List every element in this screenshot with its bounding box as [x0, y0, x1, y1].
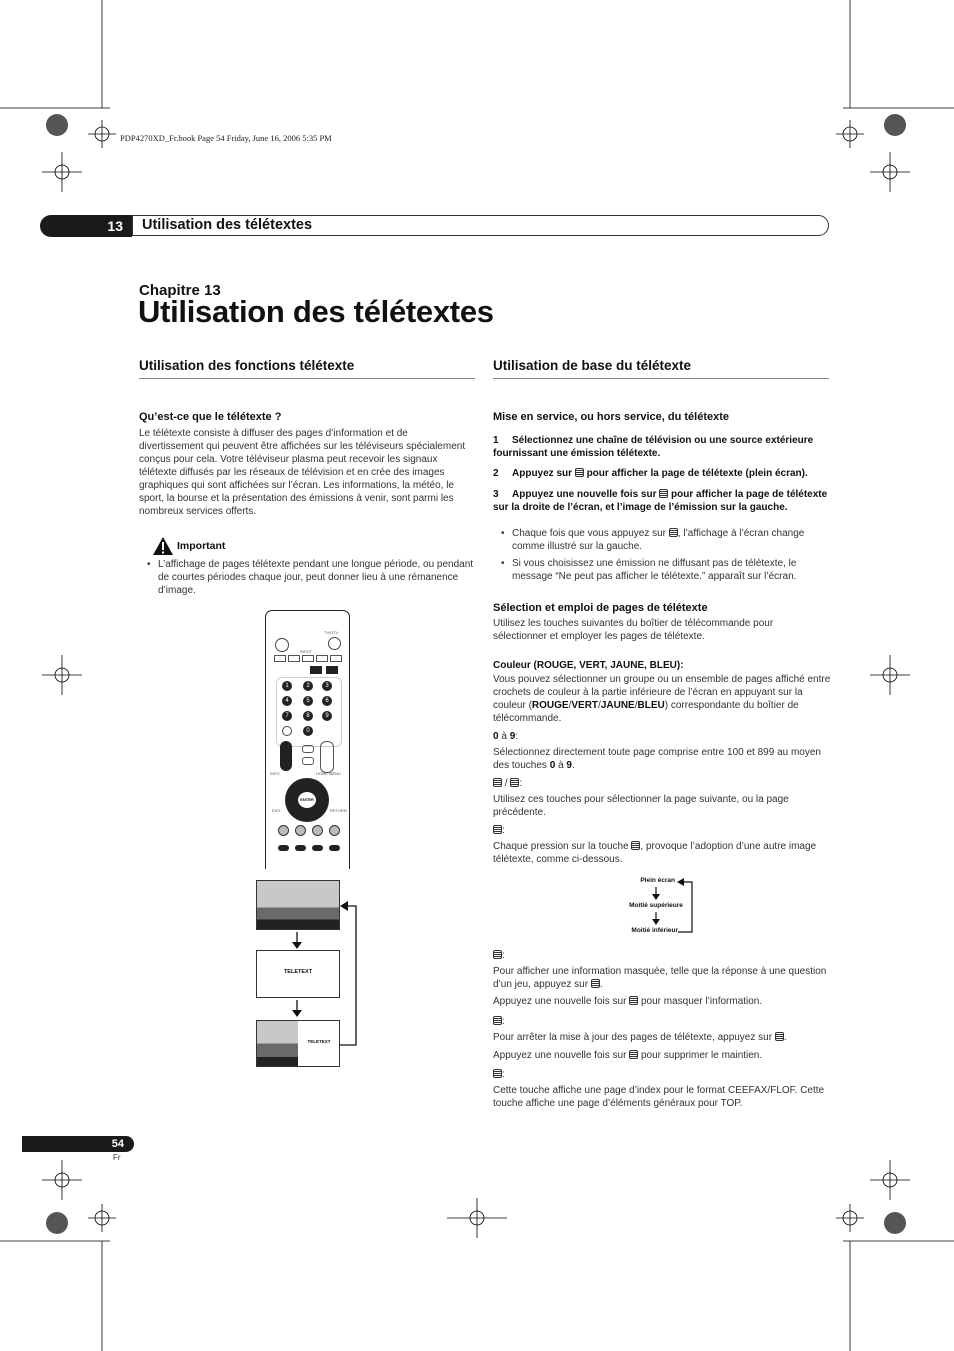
channel-rocker[interactable] — [320, 741, 334, 773]
cycle-return-arrow — [338, 900, 360, 1050]
arrow-down-icon — [290, 1000, 304, 1018]
red-button[interactable] — [278, 825, 289, 836]
reveal-again — [493, 995, 833, 1008]
digits-body-e: . — [571, 760, 575, 771]
hold-button[interactable] — [312, 845, 323, 851]
digits-body-a: Sélectionnez directement toute page comprise entre 100 et 899 au moyen des touches — [493, 747, 821, 771]
digits-a: à — [501, 731, 507, 742]
key-6[interactable]: 6 — [322, 696, 332, 706]
blue-button[interactable] — [329, 825, 340, 836]
reveal-icon — [493, 950, 502, 959]
teletext-small-label: TELETEXT — [307, 1039, 331, 1044]
step-2-text-b: pour afficher la page de télétexte (plein écran). — [586, 468, 808, 479]
power-button[interactable] — [275, 638, 289, 652]
color-body: Vous pouvez sélectionner un groupe ou un ensemble de pages affiché entre crochets de couleur à la partie inférieure de l’écran en appuyant sur la couleur (ROUGE/VERT/JAUNE/BLEU) correspondante du boîtier de télécommande. — [493, 674, 831, 724]
left-section-rule — [139, 378, 475, 379]
hold-body-text: Pour arrêter la mise à jour des pages de télétexte, appuyez sur — [493, 1032, 773, 1043]
reveal-button[interactable] — [295, 845, 306, 851]
teletext-icon — [575, 468, 584, 477]
tv-dtv-button[interactable] — [328, 637, 341, 650]
index-icon — [493, 1069, 502, 1078]
keypad — [276, 677, 342, 747]
onoff-title: Mise en service, ou hors service, du télétexte — [493, 411, 729, 423]
step-2-text — [493, 467, 833, 480]
hold-again-b: pour supprimer le maintien. — [640, 1050, 763, 1061]
select-title: Sélection et emploi de pages de télétexte — [493, 602, 708, 614]
size-icon — [493, 825, 502, 834]
key-7[interactable]: 7 — [282, 711, 292, 721]
key-5[interactable]: 5 — [303, 696, 313, 706]
size-button[interactable] — [326, 666, 338, 674]
reveal-body-text: Pour afficher une information masquée, telle que la réponse à une question d’un jeu, appuyez sur — [493, 966, 827, 990]
color-buttons — [278, 825, 340, 835]
digits-body — [493, 746, 829, 772]
color-title: Couleur (ROUGE, VERT, JAUNE, BLEU): — [493, 660, 684, 671]
size-upper: Moitié supérieure — [629, 902, 683, 909]
reveal-heading: : — [493, 949, 505, 962]
teletext-button[interactable] — [310, 666, 322, 674]
key-9[interactable]: 9 — [322, 711, 332, 721]
mute-button[interactable] — [302, 745, 314, 753]
select-body: Utilisez les touches suivantes du boîtier de télécommande pour sélectionner et employer les pages de télétexte. — [493, 618, 774, 642]
tv-dtv-label: TV/DTV — [324, 630, 339, 635]
hold-icon — [775, 1032, 784, 1041]
arrow-down-icon — [290, 932, 304, 950]
digits-9: 9 — [509, 731, 516, 742]
hold-body: Pour arrêter la mise à jour des pages de télétexte, appuyez sur . — [493, 1032, 787, 1043]
teletext-split-screen — [256, 1020, 340, 1067]
step-3-text-a: Appuyez une nouvelle fois sur — [512, 489, 657, 500]
warning-icon — [152, 536, 174, 556]
color-body-b: ) correspondante du boîtier de télécommande. — [493, 700, 799, 724]
nav-body: Utilisez ces touches pour sélectionner la page suivante, ou la page précédente. — [493, 794, 789, 818]
right-section-title: Utilisation de base du télétexte — [493, 358, 692, 373]
color-body-a: Vous pouvez sélectionner un groupe ou un ensemble de pages affiché entre crochets de couleur à la partie inférieure de l’écran en appuyant sur la couleur ( — [493, 674, 831, 711]
index-heading: : — [493, 1068, 505, 1081]
teletext-full-screen — [256, 950, 340, 998]
book-info: PDP4270XD_Fr.book Page 54 Friday, June 16, 2006 5:35 PM — [120, 133, 332, 143]
bullet-1 — [512, 527, 829, 553]
digits-0: 0 — [493, 731, 499, 742]
key-extra[interactable] — [282, 726, 292, 736]
size-body-b: , provoque l’adoption d’une autre image télétexte, comme ci-dessous. — [493, 841, 817, 865]
volume-rocker[interactable] — [280, 741, 292, 771]
step-3-text-b: pour afficher la page de télétexte sur la droite de l’écran, et l’image de l’émission sur la gauche. — [493, 489, 828, 513]
page-down-icon — [510, 778, 519, 787]
size-lower: Moitié inférieur — [631, 927, 678, 934]
reveal-again-a: Appuyez une nouvelle fois sur — [493, 996, 627, 1007]
header-title: Utilisation des télétextes — [142, 217, 313, 233]
step-1-number: 1 — [493, 435, 499, 446]
arrow-down-icon — [651, 887, 661, 901]
color-jaune: JAUNE — [600, 700, 635, 711]
chapter-number-tab: 13 — [40, 215, 132, 237]
display-button[interactable] — [302, 757, 314, 765]
important-bullet: • L’affichage de pages télétexte pendant une longue période, ou pendant de courtes périodes chaque jour, peut donner lieu à une rémanence d’image. — [158, 558, 475, 597]
size-cycle-return-arrow — [676, 878, 696, 936]
teletext-icon — [659, 489, 668, 498]
yellow-button[interactable] — [312, 825, 323, 836]
digits-body-b: 0 — [549, 760, 556, 771]
tv-picture-screen — [256, 880, 340, 930]
chapter-title: Utilisation des télétextes — [138, 294, 494, 329]
digits-body-d: 9 — [566, 760, 572, 771]
color-bleu: BLEU — [637, 700, 665, 711]
reveal-body: Pour afficher une information masquée, telle que la réponse à une question d’un jeu, appuyez sur . — [493, 966, 827, 990]
size-heading: : — [493, 824, 505, 837]
hold-icon — [493, 1016, 502, 1025]
step-3-number: 3 — [493, 489, 499, 500]
size-body-a: Chaque pression sur la touche — [493, 841, 629, 852]
reveal-icon — [591, 979, 600, 988]
color-rouge: ROUGE — [531, 700, 569, 711]
reveal-again-b: pour masquer l’information. — [640, 996, 763, 1007]
key-2[interactable]: 2 — [303, 681, 313, 691]
page-up-icon — [493, 778, 502, 787]
what-is-teletext-body: Le télétexte consiste à diffuser des pages d’information et de divertissement qui peuvent être affichées sur les téléviseurs spécialement conçus pour cela. Votre téléviseur plasma peut recevoir les signaux télétexte diffusés par les réseaux de télévision et en crée des images graphiques qui sont affichées sur l’écran. Les informations, la météo, le sport, la bourse et la présentation des émissions à venir, sont parmi les nombreux services offerts. — [139, 428, 466, 517]
step-3-text — [493, 488, 829, 514]
hold-again-a: Appuyez une nouvelle fois sur — [493, 1050, 627, 1061]
arrow-down-icon — [651, 912, 661, 926]
key-0[interactable]: 0 — [303, 726, 313, 736]
digits-heading: 0 à 9: — [493, 731, 519, 742]
exit-label: EXIT — [272, 808, 281, 813]
step-1-text: Sélectionnez une chaîne de télévision ou une source extérieure fournissant une émission télétexte. — [493, 435, 814, 459]
index-body: Cette touche affiche une page d’index pour le format CEEFAX/FLOF. Cette touche affiche une page d’éléments généraux pour TOP. — [493, 1085, 825, 1109]
chapter-label: Chapitre 13 — [139, 282, 221, 299]
hold-icon — [629, 1050, 638, 1059]
input-buttons — [274, 655, 340, 661]
teletext-icon — [669, 528, 678, 537]
hold-heading: : — [493, 1015, 505, 1028]
remote-control — [265, 610, 350, 869]
key-4[interactable]: 4 — [282, 696, 292, 706]
key-1[interactable]: 1 — [282, 681, 292, 691]
key-8[interactable]: 8 — [303, 711, 313, 721]
teletext-function-buttons — [278, 845, 340, 853]
language-code: Fr — [113, 1153, 121, 1162]
subpage-button[interactable] — [329, 845, 340, 851]
color-vert: VERT — [571, 700, 599, 711]
dpad[interactable] — [285, 778, 329, 822]
nav-heading: / : — [493, 777, 522, 790]
size-body — [493, 840, 829, 866]
page-number: 54 — [22, 1136, 134, 1152]
return-label: RETURN — [330, 808, 347, 813]
step-2-text-a: Appuyez sur — [512, 468, 573, 479]
important-label: Important — [177, 540, 226, 552]
bullet-1-a: Chaque fois que vous appuyez sur — [512, 528, 666, 539]
step-2-number: 2 — [493, 468, 499, 479]
index-button[interactable] — [278, 845, 289, 851]
digits-body-c: à — [558, 760, 564, 771]
bullet-2: • Si vous choisissez une émission ne diffusant pas de télétexte, le message “Ne peut pas afficher le télétexte.” apparaît sur l’écran. — [512, 557, 829, 583]
right-section-rule — [493, 378, 829, 379]
bullet-1-b: , l’affichage à l’écran change comme illustré sur la gauche. — [512, 528, 805, 552]
green-button[interactable] — [295, 825, 306, 836]
what-is-teletext-title: Qu’est-ce que le télétexte ? — [139, 411, 282, 423]
info-label: INFO — [270, 771, 280, 776]
left-section-title: Utilisation des fonctions télétexte — [139, 358, 355, 373]
split-picture — [257, 1021, 298, 1066]
enter-button[interactable]: ENTER — [298, 792, 316, 808]
teletext-label: TELETEXT — [283, 969, 313, 975]
input-label: INPUT — [300, 649, 312, 654]
home-menu-label: HOME MENU — [316, 771, 341, 776]
reveal-icon — [629, 996, 638, 1005]
key-3[interactable]: 3 — [322, 681, 332, 691]
hold-again — [493, 1049, 833, 1062]
size-full: Plein écran — [640, 877, 675, 884]
